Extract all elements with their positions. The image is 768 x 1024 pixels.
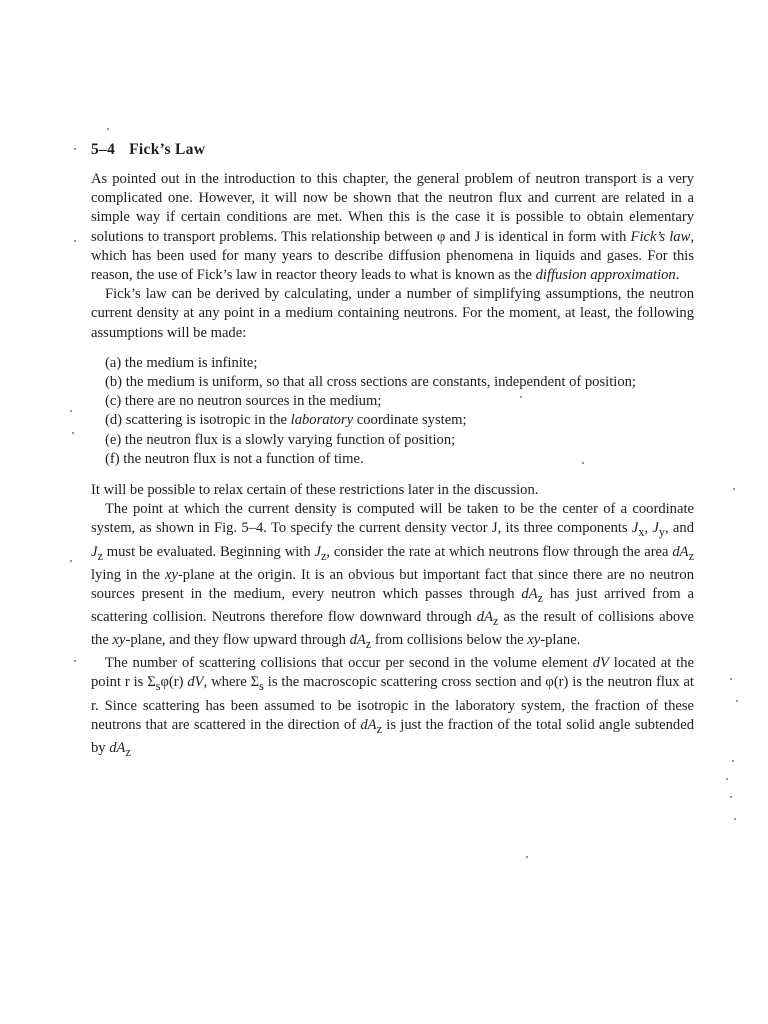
scan-speck [730, 678, 732, 680]
list-item: (f) the neutron flux is not a function of time. [105, 450, 364, 467]
diffusion-approximation-term: diffusion approximation [535, 267, 676, 284]
scan-speck [74, 240, 76, 242]
scan-speck [74, 660, 76, 662]
list-item: (e) the neutron flux is a slowly varying function of position; [105, 431, 456, 448]
scan-speck [72, 432, 74, 434]
scan-speck [732, 760, 734, 762]
scan-speck [726, 778, 728, 780]
scan-speck [70, 560, 72, 562]
section-number: 5–4 [91, 141, 116, 158]
page-content [91, 140, 694, 762]
list-item: (a) the medium is infinite; [105, 354, 258, 371]
section-title: Fick’s Law [129, 141, 206, 158]
relax-paragraph: It will be possible to relax certain of these restrictions later in the discussion. [91, 482, 539, 499]
scan-speck [74, 148, 76, 150]
list-item: (c) there are no neutron sources in the medium; [105, 393, 382, 410]
ficks-law-term: Fick’s law [630, 228, 691, 245]
scan-speck [520, 396, 522, 398]
scan-speck [70, 410, 72, 412]
scan-speck [107, 128, 109, 130]
scan-speck [736, 700, 738, 702]
scan-speck [733, 488, 735, 490]
intro-paragraph: As pointed out in the introduction to this chapter, the general problem of neutron transport is a very complicated one. However, it will now be shown that the neutron flux and current are related in a simple way if certain conditions are met. When this is the case it is possible to obtain elementary solutions to transport problems. This relationship between φ and J is identical in form with Fick’s law, which has been used for many years to describe diffusion phenomena in liquids and gases. For this reason, the use of Fick’s law in reactor theory leads to what is known as the diffusion approximation. [91, 171, 694, 284]
current-density-paragraph: The point at which the current density is computed will be taken to be the center of a coordinate system, as shown in Fig. 5–4. To specify the current density vector J, its three components $J_x$, $J_y$, and $J_z$ must be evaluated. Beginning with $J_z$, consider the rate at which neutrons flow through the area $dA_z$ lying in the xy-plane at the origin. It is an obvious but important fact that since there are no neutron sources present in the medium, every neutron which passes through $dA_z$ has just arrived from a scattering collision. Neutrons therefore flow downward through $dA_z$ as the result of collisions above the xy-plane, and they flow upward through $dA_z$ from collisions below the xy-plane. [91, 501, 695, 651]
scan-speck [734, 818, 736, 820]
list-item: (d) scattering is isotropic in the laboratory coordinate system; [105, 412, 467, 429]
scan-speck [730, 796, 732, 798]
derivation-paragraph: Fick’s law can be derived by calculating, under a number of simplifying assumptions, the neutron current density at any point in a medium containing neutrons. For the moment, at least, the following assumptions will be made: [91, 286, 694, 341]
list-item: (b) the medium is uniform, so that all cross sections are constants, independent of position; [105, 374, 636, 391]
assumptions-list [91, 354, 694, 469]
section-heading [91, 140, 694, 160]
scattering-paragraph: The number of scattering collisions that occur per second in the volume element dV located at the point r is $\Sigma_s\varphi(r)$ dV, where $\Sigma_s$ is the macroscopic scattering cross section and φ(r) is the neutron flux at r. Since scattering has been assumed to be isotropic in the laboratory system, the fraction of these neutrons that are scattered in the direction of $dA_z$ is just the fraction of the total solid angle subtended by $dA_z$ [91, 655, 695, 759]
scan-speck [526, 856, 528, 858]
scan-speck [582, 462, 584, 464]
